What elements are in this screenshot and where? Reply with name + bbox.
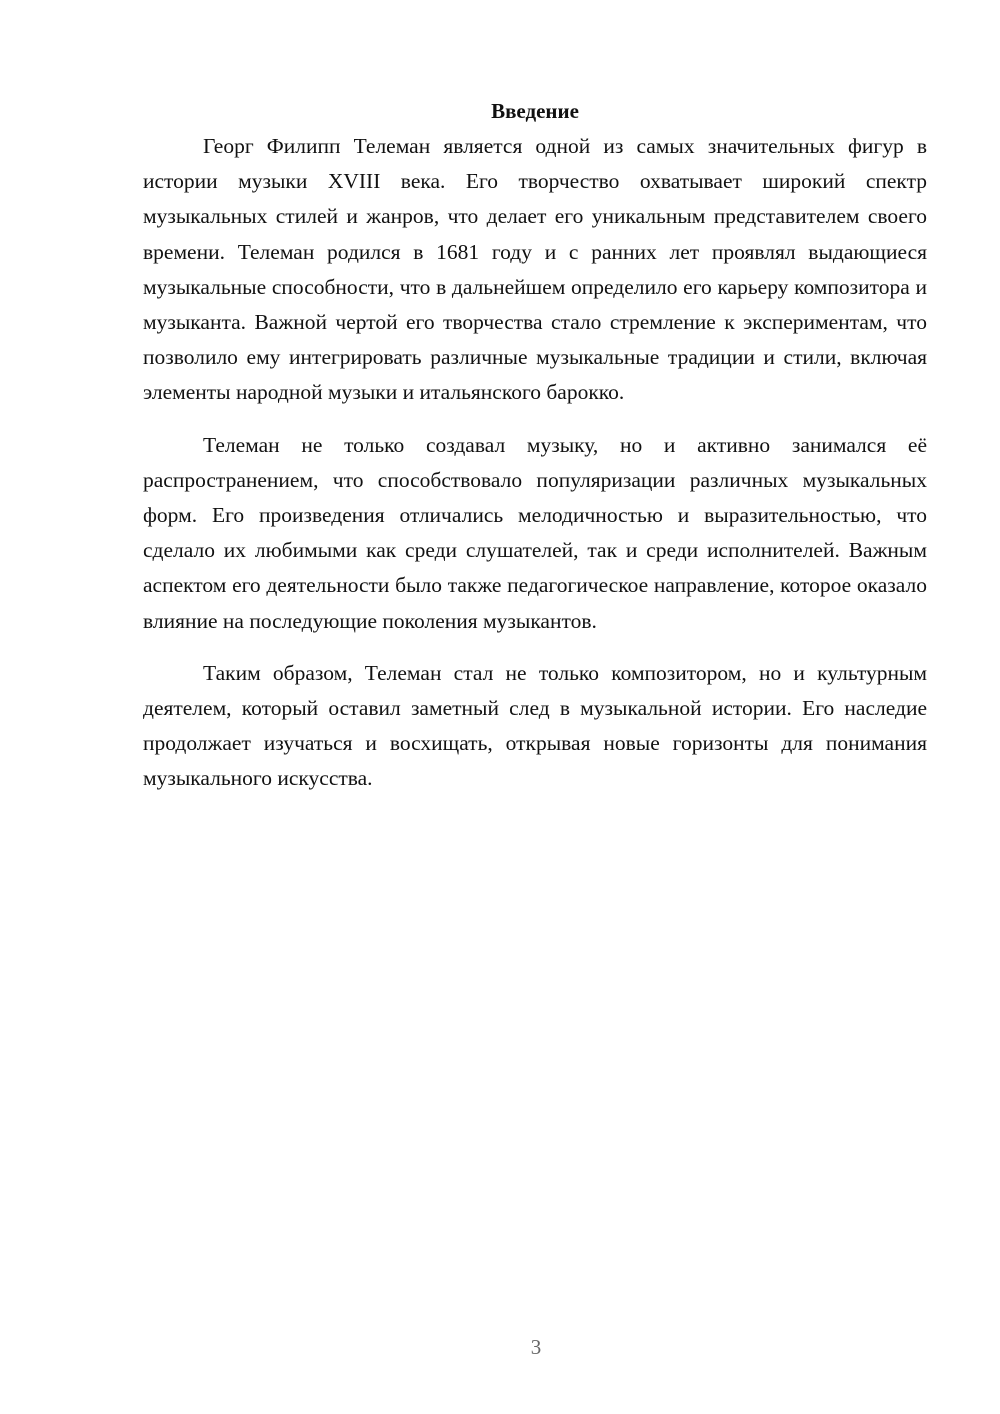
page-number: 3 bbox=[530, 1335, 542, 1359]
section-heading: Введение bbox=[491, 99, 579, 123]
paragraph-2: Телеман не только создавал музыку, но и активно занимался её распространением, что способствовало популяризации различных музыкальных форм. Его произведения отличались мелодичностью и выразительностью, что сделало их любимыми как среди слушателей, так и среди исполнителей. Важным аспектом его деятельности было также педагогическое направление, которое оказало влияние на последующие поколения музыкантов. bbox=[143, 432, 927, 633]
page-content bbox=[143, 96, 927, 797]
paragraph-3: Таким образом, Телеман стал не только композитором, но и культурным деятелем, который оставил заметный след в музыкальной истории. Его наследие продолжает изучаться и восхищать, открывая новые горизонты для понимания музыкального искусства. bbox=[143, 660, 927, 791]
paragraph-1: Георг Филипп Телеман является одной из самых значительных фигур в истории музыки XVIII века. Его творчество охватывает широкий спектр музыкальных стилей и жанров, что делает его уникальным представителем своего времени. Телеман родился в 1681 году и с ранних лет проявлял выдающиеся музыкальные способности, что в дальнейшем определило его карьеру композитора и музыканта. Важной чертой его творчества стало стремление к экспериментам, что позволило ему интегрировать различные музыкальные традиции и стили, включая элементы народной музыки и итальянского барокко. bbox=[143, 134, 927, 405]
